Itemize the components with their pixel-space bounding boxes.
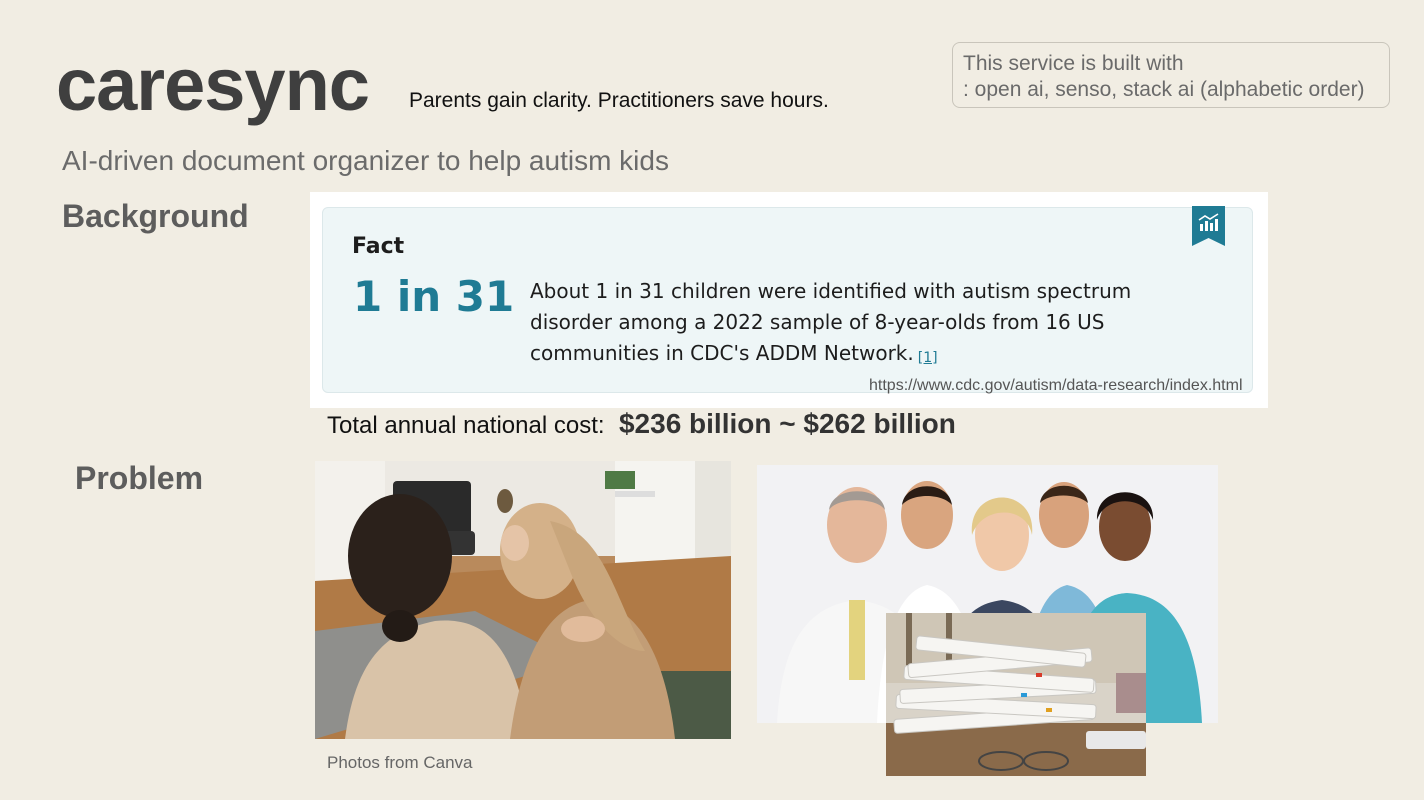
cost-label: Total annual national cost: <box>327 412 605 439</box>
source-url[interactable]: https://www.cdc.gov/autism/data-research/index.html <box>869 377 1243 394</box>
cost-value: $236 billion ~ $262 billion <box>618 408 956 439</box>
photo-credit: Photos from Canva <box>327 753 473 772</box>
brand-logo: caresync <box>56 43 369 126</box>
problem-heading: Problem <box>75 460 204 496</box>
fact-text-block <box>530 276 1170 374</box>
built-with-line2: : open ai, senso, stack ai (alphabetic order) <box>963 78 1365 101</box>
fact-reference-link[interactable]: [1] <box>917 350 938 366</box>
fact-text: About 1 in 31 children were identified with autism spectrum disorder among a 2022 sample of 8-year-olds from 16 US communities in CDC's ADDM Network. <box>530 279 1132 365</box>
brand-tagline: Parents gain clarity. Practitioners save hours. <box>409 89 829 112</box>
chart-bookmark-icon <box>1192 206 1225 246</box>
fact-label: Fact <box>352 234 405 259</box>
built-with-box <box>952 42 1390 108</box>
paperwork-photo <box>886 613 1146 776</box>
consultation-photo <box>315 461 731 739</box>
cost-line <box>327 408 956 440</box>
background-heading: Background <box>62 198 249 234</box>
built-with-line1: This service is built with <box>963 52 1184 75</box>
page-subtitle: AI-driven document organizer to help autism kids <box>62 145 669 176</box>
fact-stat: 1 in 31 <box>353 272 515 321</box>
